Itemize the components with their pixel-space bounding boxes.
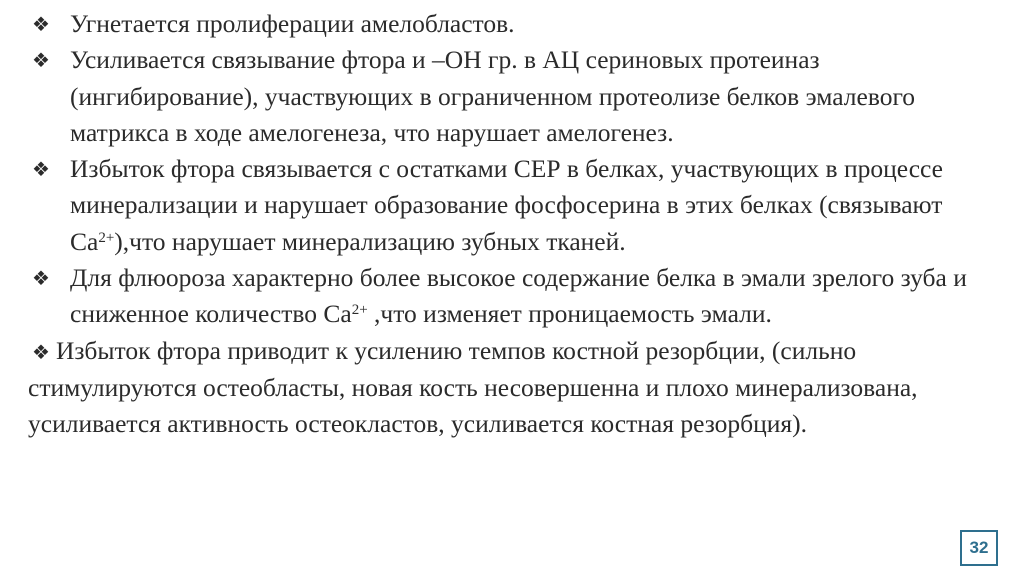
diamond-bullet-icon: ❖ [32, 266, 50, 291]
bullet-text: Избыток фтора приводит к усилению темпов костной резорбции, (сильно стимулируются остеобласты, новая кость несовершенна и плохо минерализована, усиливается активность остеокластов, усиливается костная резорбция). [28, 335, 918, 439]
bullet-item [28, 6, 1003, 42]
diamond-bullet-icon: ❖ [32, 339, 50, 364]
diamond-bullet-icon: ❖ [32, 12, 50, 36]
bullet-text-after: ,что изменяет проницаемость эмали. [367, 299, 772, 329]
page-number: 32 [960, 530, 998, 566]
bullet-text-after: ),что нарушает минерализацию зубных тканей. [114, 226, 626, 256]
bullet-text-before: Для флюороза характерно более высокое содержание белка в эмали зрелого зуба и сниженное количество Са [70, 263, 967, 329]
bullet-item [28, 260, 1003, 333]
diamond-bullet-icon: ❖ [32, 157, 50, 182]
superscript-charge: 2+ [98, 229, 115, 246]
bullet-item [28, 151, 1003, 260]
diamond-bullet-icon: ❖ [32, 48, 50, 73]
superscript-charge: 2+ [351, 302, 368, 319]
slide-content [28, 6, 1003, 443]
bullet-item [28, 333, 1003, 443]
bullet-text-before: Избыток фтора связывается с остатками СЕР в белках, участвующих в процессе минерализации и нарушает образование фосфосерина в этих белках (связывают Са [70, 154, 943, 256]
bullet-text: Угнетается пролиферации амелобластов. [70, 9, 515, 38]
bullet-item [28, 42, 1003, 151]
bullet-text: Усиливается связывание фтора и –ОН гр. в АЦ сериновых протеиназ (ингибирование), участвующих в ограниченном протеолизе белков эмалевого матрикса в ходе амелогенеза, что нарушает амелогенез. [70, 45, 916, 147]
